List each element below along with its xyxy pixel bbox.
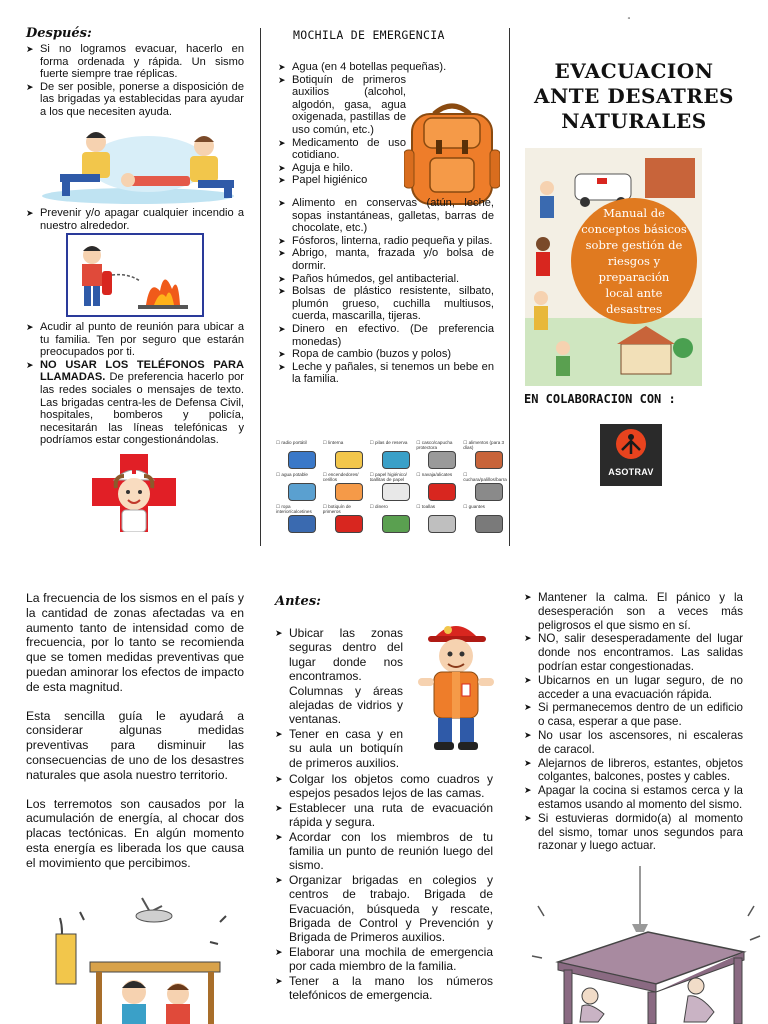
fire-extinguisher-illustration — [68, 235, 202, 315]
list-item: ➤ Tener a la mano los números telefónicos de emergencia. — [275, 974, 493, 1003]
list-item: ➤ Medicamento de uso cotidiano. — [278, 137, 406, 162]
antes-heading: Antes: — [275, 594, 321, 609]
list-item: ➤ Bolsas de plástico resistente, silbato, plumón grueso, cuchilla multiusos, cuerda, mascarilla, tijeras. — [278, 285, 494, 323]
list-item: ➤ Abrigo, manta, frazada y/o bolsa de dormir. — [278, 247, 494, 272]
list-item: ➤ Dinero en efectivo. (De preferencia monedas) — [278, 323, 494, 348]
brigadista-illustration — [408, 614, 504, 754]
kit-item-picture — [428, 483, 456, 501]
despues-list-a — [26, 43, 244, 119]
kit-item-label: ☐ botiquín de primeros — [322, 504, 351, 514]
list-item: ➤ Ubicarnos en un lugar seguro, de no acceder a una evacuación rápida. — [524, 674, 743, 702]
manual-cover-image — [525, 148, 702, 386]
kit-item-picture — [428, 451, 456, 469]
kit-item-label: ☐ radio portátil — [276, 440, 307, 445]
asotrav-logo-icon — [600, 424, 662, 466]
kit-item — [370, 504, 417, 536]
kit-checklist-chart — [276, 440, 510, 536]
kit-item-label: ☐ linterna — [322, 440, 344, 445]
cover-panel — [520, 16, 748, 134]
kit-item-picture — [475, 483, 503, 501]
kit-item-picture — [428, 515, 456, 533]
asotrav-logo — [600, 424, 662, 486]
intro-panel — [26, 591, 244, 885]
despues-heading: Después: — [26, 26, 92, 41]
kit-item-picture — [335, 451, 363, 469]
list-item: ➤ Acudir al punto de reunión para ubicar a tu familia. Ten por seguro que estarán preocupados por ti. — [26, 321, 244, 359]
kit-item-picture — [288, 515, 316, 533]
list-item: ➤ Alejarnos de libreros, estantes, objetos colgantes, balcones, postes y cables. — [524, 757, 743, 785]
manual-line: desastres — [606, 302, 662, 316]
kit-grid — [276, 440, 510, 536]
cover-title-line: NATURALES — [561, 109, 707, 133]
list-item: ➤ Organizar brigadas en colegios y centros de trabajo. Brigada de Evacuación, búsqueda y rescate, Brigada de Control y Prevención y Brigada de Primeros auxilios. — [275, 873, 493, 945]
cover-title-line: EVACUACION — [554, 59, 714, 83]
manual-line: riesgos y preparación — [598, 254, 670, 284]
despues-panel — [26, 26, 244, 119]
kit-item-picture — [382, 483, 410, 501]
durante-list — [524, 591, 743, 853]
list-item: ➤ Leche y pañales, si tenemos un bebe en la familia. — [278, 361, 494, 386]
kit-item-label: ☐ pilas de reserva — [369, 440, 408, 445]
cover-quote-mark: “ — [627, 16, 631, 25]
kit-item — [276, 440, 323, 472]
list-item: ➤ Prevenir y/o apagar cualquier incendio a nuestro alrededor. — [26, 207, 244, 232]
mochila-list-a — [278, 61, 447, 187]
despues-list-c — [26, 321, 244, 447]
kit-item — [276, 472, 323, 504]
despues-panel-b — [26, 207, 244, 232]
list-item: ➤ Apagar la cocina si estamos cerca y la estamos usando al momento del sismo. — [524, 784, 743, 812]
phones-warning: NO USAR LOS TELÉFONOS PARA LLAMADAS. — [40, 358, 244, 384]
fire-illustration-frame — [66, 233, 204, 317]
kit-item — [323, 440, 370, 472]
kit-item-label: ☐ navaja/alicates — [416, 472, 453, 477]
kit-item-picture — [475, 515, 503, 533]
durante-panel — [524, 591, 743, 853]
earthquake-classroom-illustration — [50, 892, 240, 1024]
kit-item-label: ☐ encendedores/ cerillos — [322, 472, 359, 482]
manual-line: sobre gestión de — [585, 238, 683, 252]
list-item: ➤ Ropa de cambio (buzos y polos) — [278, 348, 494, 361]
antes-list-a — [275, 626, 403, 770]
list-item: ➤ Si no logramos evacuar, hacerlo en forma ordenada y rápida. Un sismo fuerte siempre trae réplicas. — [26, 43, 244, 81]
kit-item-label: ☐ dinero — [369, 504, 388, 509]
list-item: ➤ NO, salir desesperadamente del lugar donde nos encontramos. Las salidas podrían estar congestionadas. — [524, 632, 743, 673]
kit-item-label: ☐ cuchara/palillos/barra — [463, 472, 507, 482]
list-item: ➤ Colgar los objetos como cuadros y espejos pesados lejos de las camas. — [275, 772, 493, 801]
despues-list-b — [26, 207, 244, 232]
manual-line: Manual de — [603, 206, 665, 220]
asotrav-logo-text: ASOTRAV — [608, 467, 654, 477]
intro-paragraph: Esta sencilla guía le ayudará a considerar algunas medidas preventivas para disminuir las consecuencias de uno de los desastres naturales que asola nuestro territorio. — [26, 708, 244, 782]
kit-item — [463, 504, 510, 536]
list-item: ➤ Mantener la calma. El pánico y la desesperación son a veces más peligrosos el que sismo en sí. — [524, 591, 743, 632]
under-table-illustration — [528, 866, 764, 1024]
kit-item-label: ☐ guantes — [463, 504, 485, 509]
kit-item — [323, 504, 370, 536]
kit-item-picture — [382, 451, 410, 469]
list-item: ➤ No usar los ascensores, ni escaleras de caracol. — [524, 729, 743, 757]
nurse-red-cross-illustration — [92, 454, 176, 532]
list-item: ➤ Ubicar las zonas seguras dentro del lugar donde nos encontramos. Columnas y áreas alejadas de vidrios y ventanas. — [275, 626, 403, 727]
separator-top-left — [260, 28, 261, 546]
list-item: ➤ Papel higiénico — [278, 174, 406, 187]
antes-list-b — [275, 772, 493, 1003]
list-item: ➤ Alimento en conservas (atún, leche, sopas instantáneas, galletas, barras de chocolate, etc.) — [278, 197, 494, 235]
manual-badge — [571, 198, 697, 324]
intro-paragraph: Los terremotos son causados por la acumulación de energía, al chocar dos placas tectónicas. En algún momento esta energía es liberada los que causa el movimiento que percibimos. — [26, 796, 244, 870]
kit-item-label: ☐ agua potable — [276, 472, 308, 477]
phones-text: De preferencia hacerlo por las redes sociales o mensajes de texto. Las brigadas centra-les de Defensa Civil, hospitales, bomberos y policía, necesitarán las líneas telefónicas y podríamos estar congestionándolas. — [40, 371, 244, 447]
manual-line: conceptos básicos — [581, 222, 687, 236]
list-item: ➤ Tener en casa y en su aula un botiquín de primeros auxilios. — [275, 727, 403, 770]
list-item: ➤ Elaborar una mochila de emergencia por cada miembro de la familia. — [275, 945, 493, 974]
kit-item-picture — [335, 515, 363, 533]
list-item: ➤ Si estuvieras dormido(a) al momento del sismo, tomar unos segundos para razonar y luego actuar. — [524, 812, 743, 853]
list-item: ➤ Botiquín de primeros auxilios (alcohol, algodón, gasa, agua oxigenada, pastillas de uso común, etc.) — [278, 74, 406, 137]
kit-item-picture — [288, 483, 316, 501]
kit-item — [370, 440, 417, 472]
mochila-heading: MOCHILA DE EMERGENCIA — [293, 28, 445, 42]
list-item-phones — [26, 359, 244, 447]
despues-panel-c — [26, 321, 244, 447]
kit-item-label: ☐ ropa interior/calcetines — [276, 504, 312, 514]
list-item: ➤ De ser posible, ponerse a disposición de las brigadas ya establecidas para ayudar a los que necesiten ayuda. — [26, 81, 244, 119]
list-item: ➤ Agua (en 4 botellas pequeñas). — [278, 61, 494, 74]
list-item: ➤ Si permanecemos dentro de un edificio o casa, esperar a que pase. — [524, 701, 743, 729]
list-item: ➤ Aguja e hilo. — [278, 162, 406, 175]
backpack-illustration — [404, 100, 500, 208]
kit-item — [416, 472, 463, 504]
collab-label: EN COLABORACION CON : — [524, 392, 676, 406]
manual-line: local ante — [605, 286, 663, 300]
kit-item — [416, 440, 463, 472]
list-item: ➤ Establecer una ruta de evacuación rápida y segura. — [275, 801, 493, 830]
kit-item-picture — [382, 515, 410, 533]
kit-item-picture — [335, 483, 363, 501]
kit-item-picture — [288, 451, 316, 469]
list-item: ➤ Paños húmedos, gel antibacterial. — [278, 273, 494, 286]
kit-item — [463, 440, 510, 472]
kit-item-label: ☐ toallas — [416, 504, 436, 509]
list-item: ➤ Fósforos, linterna, radio pequeña y pilas. — [278, 235, 494, 248]
mochila-list-b — [278, 197, 494, 386]
cover-title — [520, 59, 748, 134]
first-aid-illustration — [38, 124, 244, 208]
kit-item — [463, 472, 510, 504]
kit-item — [416, 504, 463, 536]
kit-item-label: ☐ papel higiénico/ toallitas de papel — [369, 472, 407, 482]
kit-item-label: ☐ casco/capucha protectora — [416, 440, 453, 450]
kit-item-picture — [475, 451, 503, 469]
intro-paragraph: La frecuencia de los sismos en el país y la cantidad de zonas afectadas va en aumento tanto de intensidad como de frecuencia, por lo tanto se recomienda que se tomen medidas preventivas que puedan aminorar los efectos de impacto de esta magnitud. — [26, 591, 244, 694]
kit-item — [370, 472, 417, 504]
kit-item — [323, 472, 370, 504]
mochila-panel — [275, 28, 493, 56]
list-item: ➤ Acordar con los miembros de tu familia un punto de reunión luego del sismo. — [275, 830, 493, 873]
cover-title-line: ANTE DESATRES — [533, 84, 735, 108]
kit-item — [276, 504, 323, 536]
kit-item-label: ☐ alimentos (para 3 días) — [463, 440, 505, 450]
